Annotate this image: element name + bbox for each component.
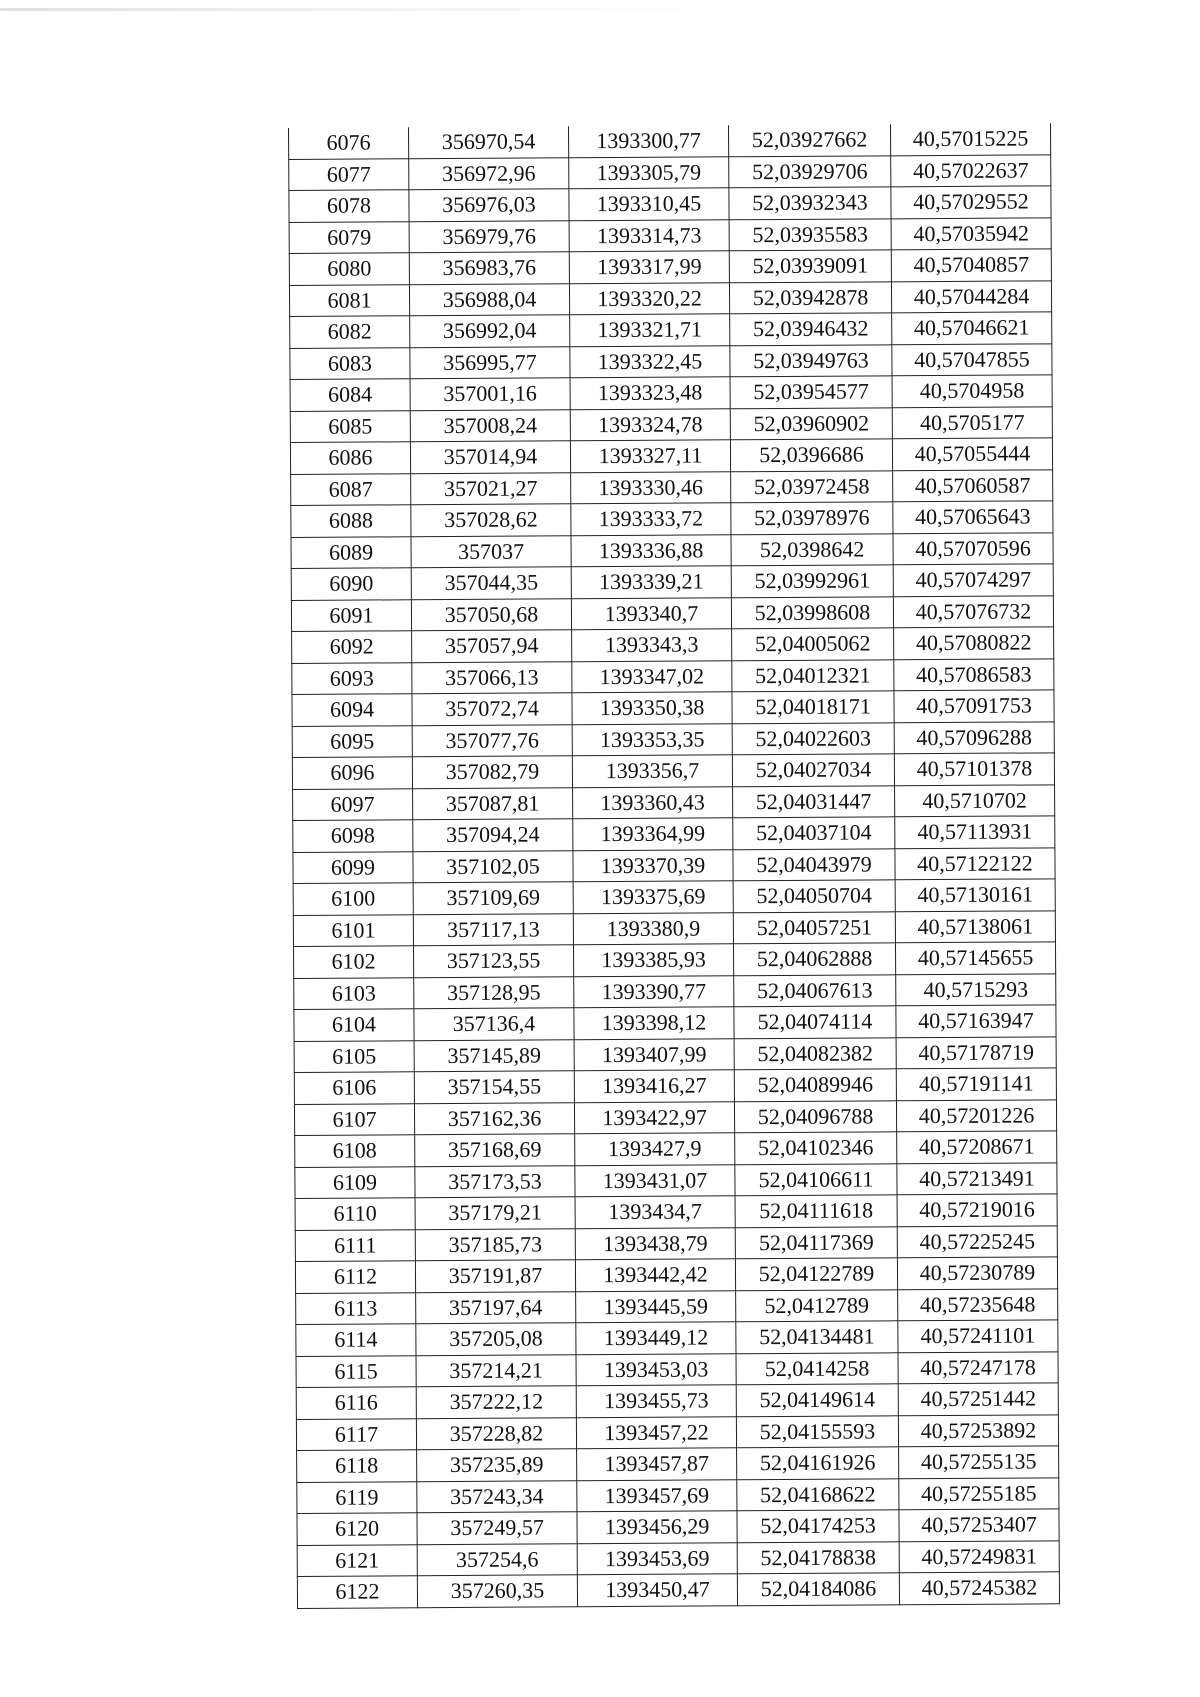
cell-coord-y: 1393353,35	[572, 723, 732, 755]
cell-longitude: 40,57208671	[897, 1131, 1057, 1163]
cell-latitude: 52,04005062	[732, 628, 894, 660]
cell-point-number: 6085	[290, 410, 410, 442]
cell-latitude: 52,04122789	[735, 1258, 897, 1290]
cell-point-number: 6083	[290, 347, 410, 379]
table-row	[289, 217, 1051, 253]
cell-coord-y: 1393416,27	[574, 1070, 734, 1102]
table-row	[293, 879, 1055, 915]
cell-coord-y: 1393390,77	[574, 975, 734, 1007]
cell-point-number: 6098	[293, 820, 413, 852]
cell-coord-y: 1393453,69	[577, 1542, 737, 1574]
cell-point-number: 6080	[289, 253, 409, 285]
cell-point-number: 6081	[289, 284, 409, 316]
cell-latitude: 52,03954577	[730, 376, 892, 408]
table-row	[289, 123, 1051, 159]
cell-longitude: 40,57055444	[892, 438, 1052, 470]
table-row	[292, 721, 1054, 757]
cell-latitude: 52,04067613	[734, 974, 896, 1006]
cell-latitude: 52,03946432	[730, 313, 892, 345]
cell-coord-y: 1393445,59	[576, 1290, 736, 1322]
cell-coord-x: 357021,27	[411, 472, 571, 504]
cell-coord-x: 357228,82	[416, 1417, 576, 1449]
coordinates-table-body	[289, 123, 1060, 1608]
cell-longitude: 40,57235648	[898, 1288, 1058, 1320]
cell-latitude: 52,04031447	[733, 785, 895, 817]
cell-latitude: 52,04027034	[732, 754, 894, 786]
cell-coord-x: 357082,79	[412, 756, 572, 788]
table-row	[289, 280, 1051, 316]
table-row	[291, 501, 1053, 537]
cell-coord-y: 1393339,21	[571, 566, 731, 598]
cell-coord-y: 1393427,9	[575, 1133, 735, 1165]
cell-longitude: 40,57255135	[899, 1446, 1059, 1478]
cell-latitude: 52,04082382	[734, 1037, 896, 1069]
table-row	[297, 1477, 1059, 1513]
cell-latitude: 52,04022603	[732, 722, 894, 754]
cell-coord-y: 1393442,42	[575, 1259, 735, 1291]
cell-latitude: 52,04106611	[735, 1163, 897, 1195]
cell-point-number: 6109	[295, 1166, 415, 1198]
cell-latitude: 52,03960902	[730, 407, 892, 439]
cell-coord-x: 356988,04	[409, 283, 569, 315]
cell-point-number: 6121	[297, 1544, 417, 1576]
cell-latitude: 52,03949763	[730, 344, 892, 376]
cell-coord-x: 357077,76	[412, 724, 572, 756]
table-row	[296, 1351, 1058, 1387]
cell-coord-y: 1393300,77	[568, 125, 728, 157]
cell-latitude: 52,03927662	[728, 124, 890, 156]
cell-longitude: 40,57225245	[897, 1225, 1057, 1257]
cell-longitude: 40,57255185	[899, 1477, 1059, 1509]
cell-longitude: 40,57080822	[894, 627, 1054, 659]
cell-latitude: 52,04168622	[737, 1478, 899, 1510]
cell-coord-x: 357087,81	[413, 787, 573, 819]
cell-longitude: 40,57122122	[895, 847, 1055, 879]
cell-coord-y: 1393364,99	[573, 818, 733, 850]
cell-point-number: 6086	[290, 442, 410, 474]
table-row	[289, 154, 1051, 190]
cell-longitude: 40,57096288	[894, 721, 1054, 753]
cell-point-number: 6095	[292, 725, 412, 757]
cell-latitude: 52,04012321	[732, 659, 894, 691]
cell-coord-y: 1393370,39	[573, 849, 733, 881]
cell-longitude: 40,57230789	[897, 1257, 1057, 1289]
cell-latitude: 52,04062888	[733, 943, 895, 975]
table-row	[290, 375, 1052, 411]
cell-point-number: 6104	[294, 1009, 414, 1041]
cell-point-number: 6115	[296, 1355, 416, 1387]
cell-point-number: 6097	[293, 788, 413, 820]
cell-longitude: 40,57219016	[897, 1194, 1057, 1226]
cell-latitude: 52,03935583	[729, 218, 891, 250]
cell-coord-y: 1393336,88	[571, 534, 731, 566]
cell-latitude: 52,03939091	[729, 250, 891, 282]
cell-coord-x: 357243,34	[417, 1480, 577, 1512]
cell-longitude: 40,57163947	[896, 1005, 1056, 1037]
cell-point-number: 6096	[292, 757, 412, 789]
cell-coord-x: 357154,55	[414, 1071, 574, 1103]
cell-coord-x: 357254,6	[417, 1543, 577, 1575]
table-row	[297, 1446, 1059, 1482]
cell-point-number: 6100	[293, 883, 413, 915]
cell-latitude: 52,03972458	[731, 470, 893, 502]
cell-coord-y: 1393398,12	[574, 1007, 734, 1039]
cell-longitude: 40,57253892	[898, 1414, 1058, 1446]
table-row	[289, 186, 1051, 222]
cell-latitude: 52,03932343	[729, 187, 891, 219]
cell-coord-x: 357173,53	[415, 1165, 575, 1197]
cell-coord-y: 1393456,29	[577, 1511, 737, 1543]
cell-coord-x: 357145,89	[414, 1039, 574, 1071]
cell-latitude: 52,04050704	[733, 880, 895, 912]
cell-point-number: 6099	[293, 851, 413, 883]
cell-coord-y: 1393449,12	[576, 1322, 736, 1354]
table-row	[294, 1005, 1056, 1041]
cell-latitude: 52,04184086	[737, 1573, 899, 1605]
cell-latitude: 52,04057251	[733, 911, 895, 943]
cell-point-number: 6114	[296, 1324, 416, 1356]
cell-latitude: 52,04155593	[736, 1415, 898, 1447]
table-row	[291, 595, 1053, 631]
cell-point-number: 6090	[291, 568, 411, 600]
coordinates-table	[288, 123, 1060, 1608]
cell-coord-x: 357014,94	[410, 441, 570, 473]
cell-coord-x: 357001,16	[410, 378, 570, 410]
cell-longitude: 40,57241101	[898, 1320, 1058, 1352]
cell-point-number: 6107	[294, 1103, 414, 1135]
cell-point-number: 6108	[295, 1135, 415, 1167]
cell-longitude: 40,57145655	[895, 942, 1055, 974]
cell-longitude: 40,57029552	[891, 186, 1051, 218]
cell-point-number: 6118	[297, 1450, 417, 1482]
cell-coord-y: 1393450,47	[577, 1574, 737, 1606]
cell-latitude: 52,04037104	[733, 817, 895, 849]
table-row	[295, 1194, 1057, 1230]
cell-point-number: 6113	[296, 1292, 416, 1324]
table-row	[292, 690, 1054, 726]
cell-longitude: 40,57245382	[899, 1572, 1059, 1604]
cell-longitude: 40,5710702	[895, 784, 1055, 816]
table-row	[293, 847, 1055, 883]
cell-coord-y: 1393360,43	[573, 786, 733, 818]
cell-point-number: 6116	[296, 1387, 416, 1419]
cell-coord-y: 1393457,87	[577, 1448, 737, 1480]
cell-coord-x: 357136,4	[414, 1008, 574, 1040]
cell-coord-x: 357205,08	[416, 1323, 576, 1355]
cell-coord-y: 1393310,45	[569, 188, 729, 220]
table-row	[296, 1288, 1058, 1324]
cell-coord-x: 356992,04	[410, 315, 570, 347]
cell-longitude: 40,57213491	[897, 1162, 1057, 1194]
table-row	[295, 1131, 1057, 1167]
scan-artifact-line	[0, 8, 720, 11]
table-row	[295, 1225, 1057, 1261]
table-row	[297, 1540, 1059, 1576]
cell-coord-y: 1393324,78	[570, 408, 730, 440]
table-row	[290, 406, 1052, 442]
cell-point-number: 6089	[291, 536, 411, 568]
cell-point-number: 6110	[295, 1198, 415, 1230]
cell-coord-y: 1393380,9	[573, 912, 733, 944]
cell-coord-x: 357044,35	[411, 567, 571, 599]
cell-coord-y: 1393350,38	[572, 692, 732, 724]
table-row	[293, 910, 1055, 946]
cell-point-number: 6087	[291, 473, 411, 505]
cell-coord-y: 1393453,03	[576, 1353, 736, 1385]
cell-point-number: 6106	[294, 1072, 414, 1104]
cell-longitude: 40,57249831	[899, 1540, 1059, 1572]
cell-coord-x: 357235,89	[417, 1449, 577, 1481]
cell-point-number: 6084	[290, 379, 410, 411]
cell-coord-y: 1393438,79	[575, 1227, 735, 1259]
cell-coord-y: 1393407,99	[574, 1038, 734, 1070]
table-row	[296, 1320, 1058, 1356]
table-row	[292, 753, 1054, 789]
table-row	[292, 658, 1054, 694]
table-row	[294, 973, 1056, 1009]
cell-point-number: 6111	[295, 1229, 415, 1261]
cell-latitude: 52,04117369	[735, 1226, 897, 1258]
cell-point-number: 6094	[292, 694, 412, 726]
cell-point-number: 6078	[289, 190, 409, 222]
cell-longitude: 40,57251442	[898, 1383, 1058, 1415]
cell-point-number: 6082	[290, 316, 410, 348]
cell-coord-x: 357162,36	[414, 1102, 574, 1134]
cell-longitude: 40,57130161	[895, 879, 1055, 911]
cell-latitude: 52,0414258	[736, 1352, 898, 1384]
cell-coord-x: 357102,05	[413, 850, 573, 882]
cell-point-number: 6119	[297, 1481, 417, 1513]
table-row	[296, 1383, 1058, 1419]
cell-longitude: 40,57044284	[891, 280, 1051, 312]
cell-coord-y: 1393422,97	[574, 1101, 734, 1133]
cell-point-number: 6112	[295, 1261, 415, 1293]
cell-coord-y: 1393322,45	[570, 345, 730, 377]
cell-longitude: 40,57101378	[894, 753, 1054, 785]
coordinates-table-wrapper	[288, 123, 1059, 1608]
cell-coord-y: 1393327,11	[570, 440, 730, 472]
cell-coord-y: 1393375,69	[573, 881, 733, 913]
table-row	[290, 438, 1052, 474]
table-row	[293, 784, 1055, 820]
cell-longitude: 40,57191141	[896, 1068, 1056, 1100]
cell-coord-y: 1393317,99	[569, 251, 729, 283]
table-row	[293, 942, 1055, 978]
table-row	[297, 1572, 1059, 1608]
cell-coord-x: 356970,54	[408, 126, 568, 158]
table-row	[291, 532, 1053, 568]
cell-coord-x: 357249,57	[417, 1512, 577, 1544]
table-row	[292, 627, 1054, 663]
cell-coord-y: 1393356,7	[572, 755, 732, 787]
cell-point-number: 6102	[293, 946, 413, 978]
table-row	[296, 1414, 1058, 1450]
cell-latitude: 52,04161926	[737, 1447, 899, 1479]
cell-latitude: 52,03929706	[729, 155, 891, 187]
cell-coord-x: 357185,73	[415, 1228, 575, 1260]
cell-coord-y: 1393455,73	[576, 1385, 736, 1417]
cell-coord-y: 1393347,02	[572, 660, 732, 692]
cell-longitude: 40,57022637	[891, 154, 1051, 186]
cell-coord-x: 357008,24	[410, 409, 570, 441]
cell-longitude: 40,57065643	[893, 501, 1053, 533]
cell-coord-y: 1393431,07	[575, 1164, 735, 1196]
cell-coord-y: 1393320,22	[569, 282, 729, 314]
cell-longitude: 40,57253407	[899, 1509, 1059, 1541]
table-row	[294, 1068, 1056, 1104]
table-row	[291, 469, 1053, 505]
cell-longitude: 40,57091753	[894, 690, 1054, 722]
cell-longitude: 40,57015225	[890, 123, 1050, 155]
cell-coord-x: 356976,03	[409, 189, 569, 221]
cell-longitude: 40,57113931	[895, 816, 1055, 848]
cell-longitude: 40,5704958	[892, 375, 1052, 407]
cell-coord-x: 357072,74	[412, 693, 572, 725]
cell-coord-x: 357214,21	[416, 1354, 576, 1386]
cell-latitude: 52,04102346	[735, 1132, 897, 1164]
cell-coord-x: 357123,55	[413, 945, 573, 977]
cell-latitude: 52,04178838	[737, 1541, 899, 1573]
table-row	[294, 1099, 1056, 1135]
cell-point-number: 6093	[292, 662, 412, 694]
cell-coord-x: 357128,95	[414, 976, 574, 1008]
cell-coord-x: 357260,35	[417, 1575, 577, 1607]
cell-latitude: 52,0396686	[730, 439, 892, 471]
cell-coord-y: 1393314,73	[569, 219, 729, 251]
cell-latitude: 52,04043979	[733, 848, 895, 880]
cell-longitude: 40,57201226	[896, 1099, 1056, 1131]
cell-coord-x: 357222,12	[416, 1386, 576, 1418]
cell-coord-x: 356995,77	[410, 346, 570, 378]
table-row	[294, 1036, 1056, 1072]
cell-coord-y: 1393340,7	[571, 597, 731, 629]
cell-point-number: 6076	[289, 127, 409, 159]
cell-coord-x: 356983,76	[409, 252, 569, 284]
cell-coord-x: 357050,68	[411, 598, 571, 630]
cell-longitude: 40,57047855	[892, 343, 1052, 375]
cell-coord-x: 357197,64	[416, 1291, 576, 1323]
cell-longitude: 40,57035942	[891, 217, 1051, 249]
cell-latitude: 52,04149614	[736, 1384, 898, 1416]
table-row	[290, 343, 1052, 379]
cell-point-number: 6117	[296, 1418, 416, 1450]
cell-latitude: 52,03992961	[731, 565, 893, 597]
cell-coord-y: 1393330,46	[571, 471, 731, 503]
cell-longitude: 40,57086583	[894, 658, 1054, 690]
cell-latitude: 52,0398642	[731, 533, 893, 565]
table-row	[295, 1257, 1057, 1293]
cell-latitude: 52,03942878	[729, 281, 891, 313]
cell-latitude: 52,04111618	[735, 1195, 897, 1227]
table-row	[289, 249, 1051, 285]
cell-longitude: 40,57247178	[898, 1351, 1058, 1383]
table-row	[297, 1509, 1059, 1545]
cell-coord-x: 357179,21	[415, 1197, 575, 1229]
cell-latitude: 52,0412789	[736, 1289, 898, 1321]
cell-coord-y: 1393321,71	[570, 314, 730, 346]
cell-longitude: 40,57074297	[893, 564, 1053, 596]
cell-coord-x: 356979,76	[409, 220, 569, 252]
cell-coord-x: 357028,62	[411, 504, 571, 536]
cell-longitude: 40,57070596	[893, 532, 1053, 564]
cell-coord-y: 1393323,48	[570, 377, 730, 409]
cell-coord-y: 1393457,69	[577, 1479, 737, 1511]
cell-longitude: 40,57076732	[893, 595, 1053, 627]
cell-coord-x: 357066,13	[412, 661, 572, 693]
cell-coord-y: 1393333,72	[571, 503, 731, 535]
cell-latitude: 52,04018171	[732, 691, 894, 723]
cell-point-number: 6103	[294, 977, 414, 1009]
cell-latitude: 52,04096788	[734, 1100, 896, 1132]
cell-latitude: 52,03978976	[731, 502, 893, 534]
table-row	[293, 816, 1055, 852]
cell-point-number: 6092	[292, 631, 412, 663]
cell-latitude: 52,04089946	[734, 1069, 896, 1101]
cell-coord-x: 357109,69	[413, 882, 573, 914]
cell-point-number: 6091	[291, 599, 411, 631]
cell-latitude: 52,04074114	[734, 1006, 896, 1038]
cell-point-number: 6079	[289, 221, 409, 253]
cell-point-number: 6105	[294, 1040, 414, 1072]
cell-coord-y: 1393434,7	[575, 1196, 735, 1228]
cell-latitude: 52,04174253	[737, 1510, 899, 1542]
cell-latitude: 52,03998608	[731, 596, 893, 628]
cell-coord-x: 357057,94	[412, 630, 572, 662]
cell-longitude: 40,57060587	[893, 469, 1053, 501]
cell-latitude: 52,04134481	[736, 1321, 898, 1353]
cell-coord-x: 357117,13	[413, 913, 573, 945]
cell-longitude: 40,5705177	[892, 406, 1052, 438]
cell-coord-x: 356972,96	[409, 157, 569, 189]
cell-coord-y: 1393343,3	[572, 629, 732, 661]
cell-coord-x: 357094,24	[413, 819, 573, 851]
cell-coord-x: 357168,69	[415, 1134, 575, 1166]
table-row	[291, 564, 1053, 600]
cell-longitude: 40,57040857	[891, 249, 1051, 281]
cell-coord-y: 1393305,79	[569, 156, 729, 188]
cell-point-number: 6077	[289, 158, 409, 190]
cell-coord-x: 357191,87	[415, 1260, 575, 1292]
cell-longitude: 40,57178719	[896, 1036, 1056, 1068]
cell-longitude: 40,5715293	[896, 973, 1056, 1005]
cell-point-number: 6120	[297, 1513, 417, 1545]
cell-longitude: 40,57138061	[895, 910, 1055, 942]
table-row	[290, 312, 1052, 348]
cell-coord-y: 1393385,93	[573, 944, 733, 976]
cell-point-number: 6088	[291, 505, 411, 537]
cell-coord-x: 357037	[411, 535, 571, 567]
cell-point-number: 6101	[293, 914, 413, 946]
cell-point-number: 6122	[297, 1576, 417, 1608]
table-row	[295, 1162, 1057, 1198]
cell-coord-y: 1393457,22	[576, 1416, 736, 1448]
cell-longitude: 40,57046621	[892, 312, 1052, 344]
